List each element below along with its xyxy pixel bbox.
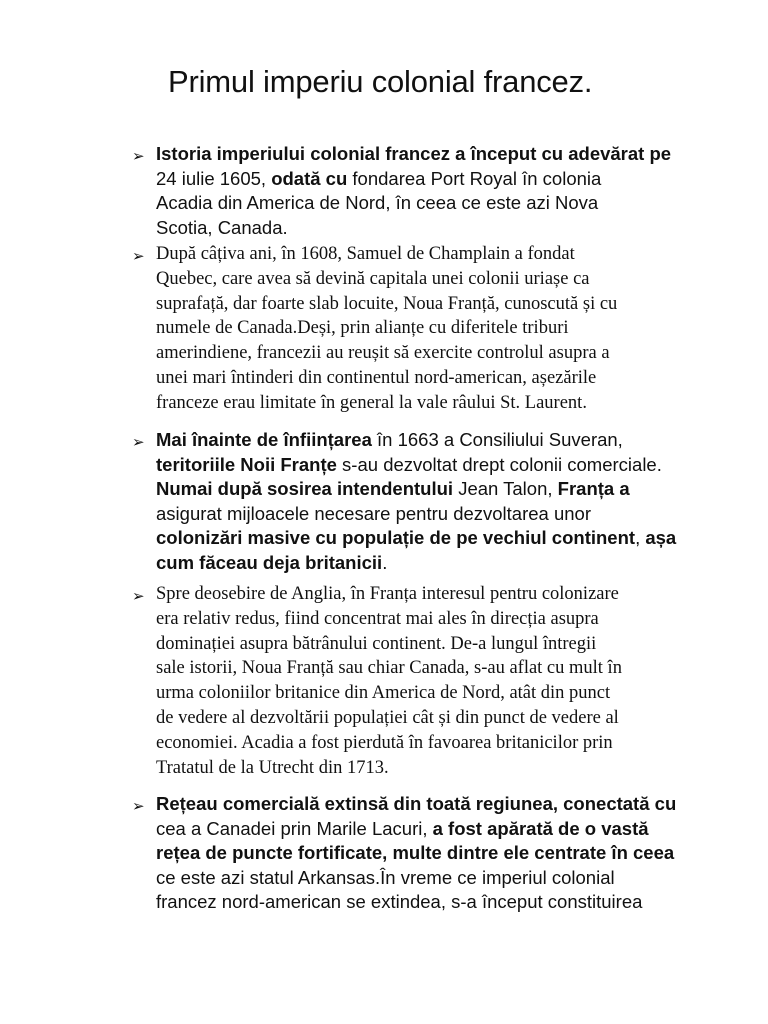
bold-run: așa [645,527,677,549]
arrow-bullet-icon: ➢ [132,247,145,265]
text-line [156,292,617,317]
paragraph [156,582,622,780]
text-line [156,477,676,502]
text-run: fondarea Port Royal în colonia [347,167,602,189]
paragraph [156,142,671,240]
bold-run: Istoria imperiului colonial francez a început cu adevărat pe [156,143,672,164]
text-line [156,792,676,817]
text-run: asigurat mijloacele necesare pentru dezvoltarea unor [156,502,592,524]
bold-run: Rețeau comercială extinsă din toată regiunea, conectată cu [156,793,677,814]
bold-run: colonizări masive cu populație de pe vechiul continent [156,527,636,549]
text-run: 24 iulie 1605, [156,167,272,189]
text-line [156,391,617,416]
text-run: unei mari întinderi din continentul nord-american, așezările [156,367,597,388]
paragraph [156,792,676,915]
bold-run: rețea de puncte fortificate, multe dintre ele centrate în ceea [156,842,675,864]
text-line [156,341,617,366]
text-line [156,316,617,341]
text-run: era relativ redus, fiind concentrat mai ales în direcția asupra [156,608,599,629]
text-line [156,632,622,657]
text-line [156,607,622,632]
text-line [156,526,676,551]
text-line [156,890,676,915]
page-title: Primul imperiu colonial francez. [168,64,593,99]
arrow-bullet-icon: ➢ [132,433,145,451]
paragraph [156,242,617,416]
text-line [156,656,622,681]
text-run: sale istorii, Noua Franță sau chiar Canada, s-au aflat cu mult în [156,658,622,679]
paragraph [156,428,676,576]
bold-run: cum făceau deja britanicii [156,551,383,573]
text-line [156,731,622,756]
text-line [156,142,671,167]
arrow-bullet-icon: ➢ [132,587,145,605]
text-run: , [635,527,646,549]
text-run: francez nord-american se extindea, s-a început constituirea [156,891,643,913]
text-run: Scotia, Canada. [156,216,288,238]
text-line [156,756,622,781]
text-run: Tratatul de la Utrecht din 1713. [156,757,389,778]
text-run: amerindiene, francezii au reușit să exercite controlul asupra a [156,343,610,364]
arrow-bullet-icon: ➢ [132,797,145,815]
bold-run: odată cu [271,167,348,189]
text-line [156,216,671,241]
text-run: Quebec, care avea să devină capitala unei colonii uriașe ca [156,268,590,289]
text-run: Acadia din America de Nord, în ceea ce este azi Nova [156,192,599,214]
text-run: dominației asupra bătrânului continent. De-a lungul întregii [156,633,597,654]
text-run: numele de Canada.Deși, prin alianțe cu diferitele triburi [156,318,569,339]
text-run: După câțiva ani, în 1608, Samuel de Champlain a fondat [156,244,575,264]
arrow-bullet-icon: ➢ [132,147,145,165]
text-run: de vedere al dezvoltării populației cât și din punct de vedere al [156,707,619,728]
text-line [156,428,676,453]
text-run: cea a Canadei prin Marile Lacuri, [156,817,433,839]
text-run: Jean Talon, [453,478,558,500]
text-line [156,453,676,478]
bold-run: teritoriile Noii Franțe [156,453,337,475]
text-run: suprafață, dar foarte slab locuite, Noua Franță, cunoscută și cu [156,293,618,314]
bold-run: Franța a [557,478,630,500]
text-line [156,366,617,391]
text-line [156,502,676,527]
text-run: . [382,551,388,573]
text-line [156,191,671,216]
text-run: Spre deosebire de Anglia, în Franța interesul pentru colonizare [156,584,619,604]
text-line [156,817,676,842]
text-run: franceze erau limitate în general la vale râului St. Laurent. [156,392,587,413]
text-line [156,706,622,731]
text-line [156,242,617,267]
text-run: economiei. Acadia a fost pierdută în favoarea britanicilor prin [156,732,613,753]
bold-run: Mai înainte de înființarea [156,429,372,450]
text-run: ce este azi statul Arkansas.În vreme ce imperiul colonial [156,866,615,888]
bold-run: a fost apărată de o vastă [432,817,649,839]
text-line [156,866,676,891]
text-line [156,267,617,292]
text-line [156,551,676,576]
text-line [156,841,676,866]
text-run: urma coloniilor britanice din America de Nord, atât din punct [156,683,611,704]
text-run: în 1663 a Consiliului Suveran, [371,429,623,450]
text-line [156,681,622,706]
text-line [156,582,622,607]
text-run: s-au dezvoltat drept colonii comerciale. [336,453,662,475]
text-line [156,167,671,192]
bold-run: Numai după sosirea intendentului [156,478,454,500]
